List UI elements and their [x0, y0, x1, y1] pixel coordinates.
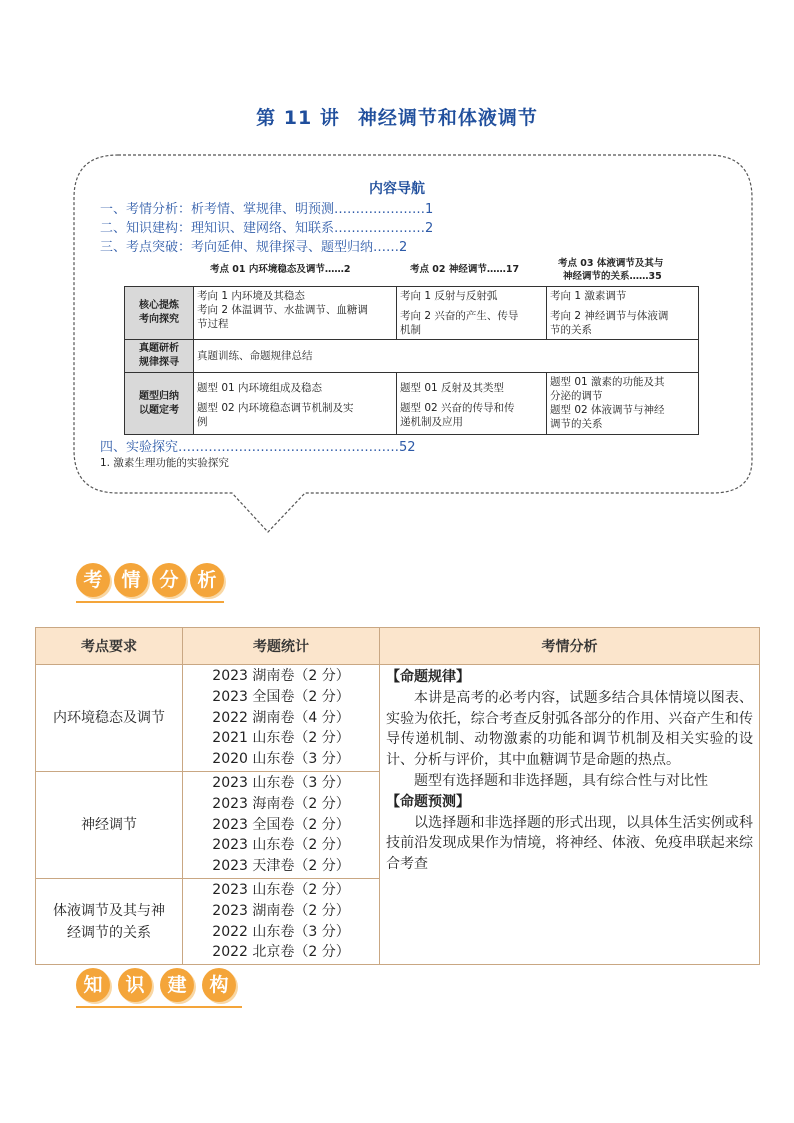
nav-line-experiment[interactable]: 四、实验探究……………………………………………52 — [100, 440, 416, 455]
banner-underline — [76, 1006, 242, 1008]
nav-grid — [124, 286, 699, 435]
nav-heading: 内容导航 — [369, 181, 425, 197]
banner-char: 构 — [202, 968, 236, 1002]
grid-cell-topic3: 考向 1 激素调节 考向 2 神经调节与体液调 节的关系 — [547, 287, 699, 340]
grid-head-real: 真题研析 规律探寻 — [125, 340, 194, 373]
col-header-analysis: 考情分析 — [380, 628, 760, 665]
rule-paragraph-2: 题型有选择题和非选择题，具有综合性与对比性 — [414, 772, 708, 789]
rule-paragraph: 本讲是高考的必考内容，试题多结合具体情境以图表、实验为依托，综合考查反射弧各部分的作用、兴奋产生和传导传递机制、动物激素的功能和调节机制及相关实验的设计、分析与评价，其中血糖调节是命题的热点。 — [386, 689, 753, 769]
col-header-requirement: 考点要求 — [36, 628, 183, 665]
kaodian-01[interactable]: 考点 01 内环境稳态及调节……2 — [210, 264, 351, 275]
kaodian-02[interactable]: 考点 02 神经调节……17 — [410, 264, 520, 275]
banner-char: 知 — [76, 968, 110, 1002]
lecture-topic: 神经调节和体液调节 — [357, 107, 538, 129]
nav-line-analysis[interactable]: 一、考情分析：析考情、掌规律、明预测…………………1 — [100, 202, 434, 217]
nav-experiment-item: 1. 激素生理功能的实验探究 — [100, 457, 229, 469]
prediction-paragraph: 以选择题和非选择题的形式出现，以具体生活实例或科技前沿发现成果作为情境，将神经、体液、免疫串联起来综合考查 — [386, 814, 753, 873]
banner-zhishi — [76, 968, 246, 1008]
nav-line-breakthrough[interactable]: 三、考点突破：考向延伸、规律探寻、题型归纳……2 — [100, 240, 408, 255]
kaodian-03-line2[interactable]: 神经调节的关系……35 — [563, 271, 662, 282]
requirement-cell: 体液调节及其与神 经调节的关系 — [36, 878, 183, 964]
banner-char: 考 — [76, 563, 110, 597]
rule-heading: 【命题规律】 — [386, 669, 470, 685]
banner-char: 识 — [118, 968, 152, 1002]
banner-underline — [76, 601, 224, 603]
lecture-number: 第 11 讲 — [256, 107, 340, 129]
analysis-table — [35, 627, 760, 965]
grid-head-core: 核心提炼 考向探究 — [125, 287, 194, 340]
grid-head-types: 题型归纳 以题定考 — [125, 373, 194, 435]
grid-cell-topic2: 考向 1 反射与反射弧 考向 2 兴奋的产生、传导 机制 — [397, 287, 547, 340]
grid-cell-real: 真题训练、命题规律总结 — [194, 340, 699, 373]
banner-kaoqing — [76, 563, 226, 603]
banner-char: 建 — [160, 968, 194, 1002]
nav-line-knowledge[interactable]: 二、知识建构：理知识、建网络、知联系…………………2 — [100, 221, 434, 236]
statistics-cell: 2023 湖南卷（2 分） 2023 全国卷（2 分） 2022 湖南卷（4 分） 2021 山东卷（2 分） 2020 山东卷（3 分） — [183, 665, 380, 772]
grid-cell-type3: 题型 01 激素的功能及其 分泌的调节 题型 02 体液调节与神经 调节的关系 — [547, 373, 699, 435]
col-header-statistics: 考题统计 — [183, 628, 380, 665]
statistics-cell: 2023 山东卷（2 分） 2023 湖南卷（2 分） 2022 山东卷（3 分） 2022 北京卷（2 分） — [183, 878, 380, 964]
statistics-cell: 2023 山东卷（3 分） 2023 海南卷（2 分） 2023 全国卷（2 分） 2023 山东卷（2 分） 2023 天津卷（2 分） — [183, 771, 380, 878]
page-title — [0, 103, 794, 130]
banner-char: 分 — [152, 563, 186, 597]
banner-char: 情 — [114, 563, 148, 597]
kaodian-03-line1[interactable]: 考点 03 体液调节及其与 — [558, 258, 664, 269]
prediction-heading: 【命题预测】 — [386, 793, 470, 810]
grid-cell-type1: 题型 01 内环境组成及稳态 题型 02 内环境稳态调节机制及实 例 — [194, 373, 397, 435]
grid-cell-topic1: 考向 1 内环境及其稳态 考向 2 体温调节、水盐调节、血糖调 节过程 — [194, 287, 397, 340]
analysis-cell — [380, 665, 760, 965]
requirement-cell: 神经调节 — [36, 771, 183, 878]
grid-cell-type2: 题型 01 反射及其类型 题型 02 兴奋的传导和传 递机制及应用 — [397, 373, 547, 435]
requirement-cell: 内环境稳态及调节 — [36, 665, 183, 772]
banner-char: 析 — [190, 563, 224, 597]
